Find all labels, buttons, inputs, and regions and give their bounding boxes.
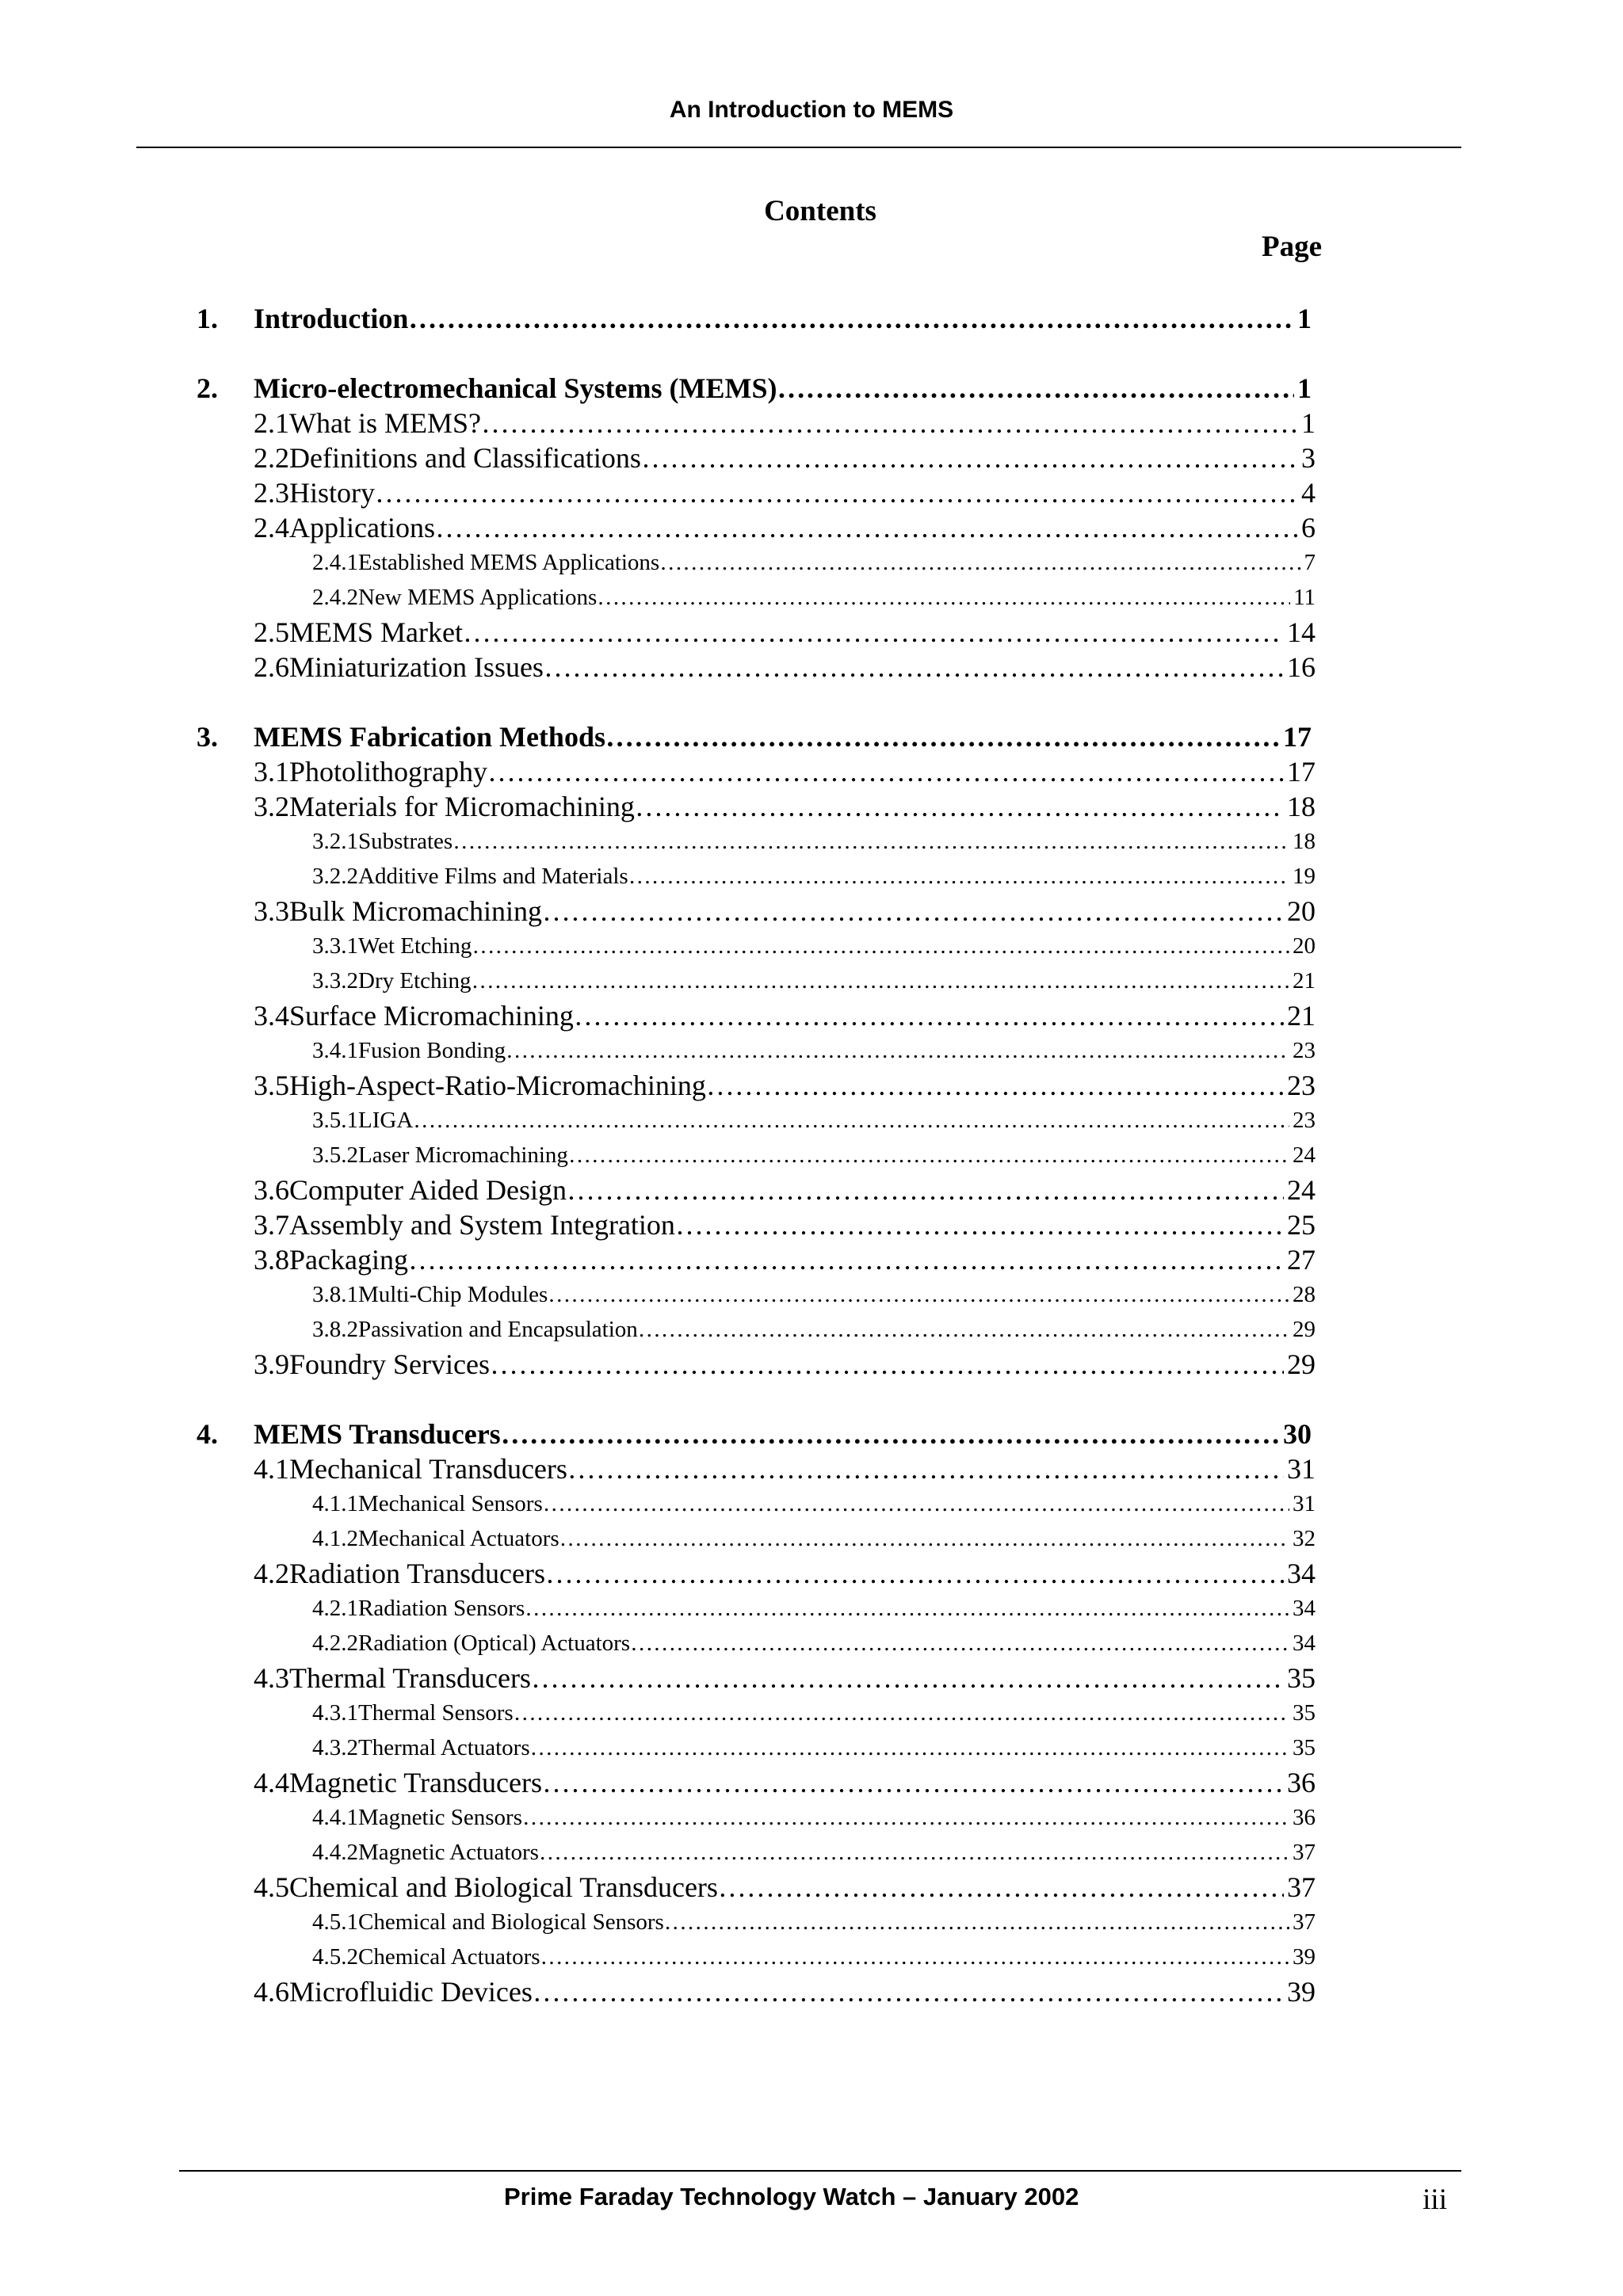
toc-entry-section[interactable] bbox=[254, 615, 1316, 650]
toc-entry-subsection[interactable] bbox=[312, 1138, 1316, 1173]
toc-entry-subsection[interactable] bbox=[312, 1626, 1316, 1661]
toc-entry-subsection[interactable] bbox=[312, 1312, 1316, 1347]
toc-entry-title: Thermal Transducers bbox=[289, 1662, 531, 1694]
dot-leader bbox=[375, 475, 1298, 510]
dot-leader bbox=[675, 1207, 1284, 1242]
toc-entry-subsection[interactable] bbox=[312, 1521, 1316, 1556]
toc-entry-title: Substrates bbox=[358, 829, 453, 854]
toc-entry-subsection[interactable] bbox=[312, 1486, 1316, 1521]
toc-entry-number: 1. bbox=[197, 303, 218, 334]
toc-entry-title: Mechanical Actuators bbox=[358, 1526, 559, 1551]
toc-entry-title: Thermal Sensors bbox=[358, 1700, 514, 1726]
contents-title: Contents bbox=[764, 195, 876, 227]
toc-entry-title: Radiation Transducers bbox=[289, 1558, 545, 1589]
toc-entry-title: Assembly and System Integration bbox=[289, 1209, 675, 1241]
toc-entry-number: 2.4 bbox=[254, 512, 289, 543]
toc-entry-page: 34 bbox=[1287, 1558, 1316, 1589]
toc-entry-title: LIGA bbox=[358, 1108, 414, 1133]
toc-entry-number: 4.3.2 bbox=[312, 1735, 358, 1760]
dot-leader bbox=[408, 301, 1294, 336]
toc-entry-page: 37 bbox=[1293, 1840, 1316, 1865]
toc-entry-page: 32 bbox=[1293, 1526, 1316, 1551]
toc-entry-number: 4.3 bbox=[254, 1662, 289, 1694]
toc-entry-page: 35 bbox=[1293, 1735, 1316, 1760]
toc-entry-title: Multi-Chip Modules bbox=[358, 1282, 548, 1307]
toc-entry-number: 2.3 bbox=[254, 477, 289, 509]
toc-entry-number: 4.1.2 bbox=[312, 1526, 358, 1551]
toc-entry-chapter[interactable] bbox=[197, 371, 1312, 406]
dot-leader bbox=[539, 1835, 1289, 1870]
toc-entry-section[interactable] bbox=[254, 1347, 1316, 1382]
dot-leader bbox=[525, 1591, 1289, 1626]
toc-entry-page: 27 bbox=[1287, 1244, 1316, 1276]
toc-entry-number: 4.3.1 bbox=[312, 1700, 358, 1726]
toc-entry-title: MEMS Transducers bbox=[254, 1418, 501, 1450]
toc-entry-page: 19 bbox=[1293, 864, 1316, 889]
toc-entry-number: 4.1.1 bbox=[312, 1491, 358, 1516]
dot-leader bbox=[522, 1800, 1289, 1835]
toc-entry-page: 35 bbox=[1293, 1700, 1316, 1726]
toc-entry-number: 4.5.2 bbox=[312, 1944, 358, 1970]
dot-leader bbox=[568, 1138, 1289, 1173]
toc-entry-chapter[interactable] bbox=[197, 1417, 1312, 1451]
toc-entry-page: 37 bbox=[1287, 1871, 1316, 1903]
dot-leader bbox=[413, 1103, 1289, 1138]
toc-entry-number: 3.8.1 bbox=[312, 1282, 358, 1307]
toc-entry-number: 4.5 bbox=[254, 1871, 289, 1903]
toc-entry-number: 4.2.2 bbox=[312, 1630, 358, 1656]
toc-entry-subsection[interactable] bbox=[312, 580, 1316, 615]
dot-leader bbox=[641, 441, 1298, 475]
dot-leader bbox=[531, 1661, 1284, 1695]
toc-entry-number: 3.8.2 bbox=[312, 1317, 358, 1342]
page-column-label: Page bbox=[1261, 231, 1322, 263]
dot-leader bbox=[543, 1486, 1289, 1521]
toc-entry-section[interactable] bbox=[254, 1173, 1316, 1207]
dot-leader bbox=[490, 1347, 1284, 1382]
toc-entry-section[interactable] bbox=[254, 1451, 1316, 1486]
toc-entry-number: 3.4 bbox=[254, 1000, 289, 1032]
toc-entry-page: 37 bbox=[1293, 1909, 1316, 1935]
toc-entry-section[interactable] bbox=[254, 510, 1316, 545]
toc-entry-number: 3.5 bbox=[254, 1070, 289, 1101]
toc-entry-section[interactable] bbox=[254, 1974, 1316, 2009]
toc-entry-subsection[interactable] bbox=[312, 1103, 1316, 1138]
toc-entry-number: 3.7 bbox=[254, 1209, 289, 1241]
toc-entry-page: 23 bbox=[1287, 1070, 1316, 1101]
toc-entry-title: Applications bbox=[289, 512, 435, 543]
toc-entry-page: 11 bbox=[1293, 585, 1316, 610]
toc-entry-number: 3.2.1 bbox=[312, 829, 358, 854]
toc-entry-title: Radiation Sensors bbox=[358, 1596, 525, 1621]
toc-entry-page: 34 bbox=[1293, 1596, 1316, 1621]
toc-entry-number: 2.2 bbox=[254, 442, 289, 474]
toc-entry-number: 3. bbox=[197, 721, 218, 753]
toc-entry-number: 3.4.1 bbox=[312, 1038, 358, 1063]
toc-entry-subsection[interactable] bbox=[312, 1591, 1316, 1626]
toc-entry-page: 16 bbox=[1287, 651, 1316, 683]
dot-leader bbox=[506, 1033, 1289, 1068]
toc-entry-page: 20 bbox=[1293, 933, 1316, 959]
toc-entry-title: Magnetic Actuators bbox=[358, 1840, 539, 1865]
toc-entry-number: 3.3.1 bbox=[312, 933, 358, 959]
toc-entry-title: Packaging bbox=[289, 1244, 408, 1276]
toc-entry-number: 3.2 bbox=[254, 791, 289, 822]
toc-entry-page: 34 bbox=[1293, 1630, 1316, 1656]
toc-entry-section[interactable] bbox=[254, 1870, 1316, 1905]
toc-entry-number: 4.2 bbox=[254, 1558, 289, 1589]
toc-entry-number: 3.3.2 bbox=[312, 968, 358, 994]
toc-entry-subsection[interactable] bbox=[312, 1277, 1316, 1312]
toc-entry-number: 2.5 bbox=[254, 616, 289, 648]
toc-entry-section[interactable] bbox=[254, 1068, 1316, 1103]
toc-entry-subsection[interactable] bbox=[312, 1695, 1316, 1730]
toc-entry-number: 4.6 bbox=[254, 1976, 289, 2008]
dot-leader bbox=[664, 1905, 1289, 1939]
toc-entry-number: 2.6 bbox=[254, 651, 289, 683]
dot-leader bbox=[706, 1068, 1284, 1103]
toc-entry-subsection[interactable] bbox=[312, 1033, 1316, 1068]
toc-entry-number: 3.8 bbox=[254, 1244, 289, 1276]
toc-entry-number: 4.4 bbox=[254, 1767, 289, 1798]
toc-entry-section[interactable] bbox=[254, 1765, 1316, 1800]
toc-entry-title: Fusion Bonding bbox=[358, 1038, 506, 1063]
toc-entry-title: New MEMS Applications bbox=[358, 585, 598, 610]
dot-leader bbox=[567, 1451, 1284, 1486]
toc-entry-section[interactable] bbox=[254, 475, 1316, 510]
toc-entry-page: 36 bbox=[1287, 1767, 1316, 1798]
toc-entry-section[interactable] bbox=[254, 789, 1316, 824]
toc-entry-page: 4 bbox=[1301, 477, 1316, 509]
toc-entry-page: 31 bbox=[1293, 1491, 1316, 1516]
toc-entry-title: Additive Films and Materials bbox=[358, 864, 628, 889]
toc-entry-section[interactable] bbox=[254, 1661, 1316, 1695]
toc-entry-subsection[interactable] bbox=[312, 1939, 1316, 1974]
toc-entry-number: 3.5.2 bbox=[312, 1142, 358, 1168]
toc-entry-section[interactable] bbox=[254, 754, 1316, 789]
dot-leader bbox=[544, 650, 1284, 685]
toc-entry-title: MEMS Fabrication Methods bbox=[254, 721, 605, 753]
dot-leader bbox=[548, 1277, 1289, 1312]
toc-entry-title: Bulk Micromachining bbox=[289, 895, 542, 927]
dot-leader bbox=[542, 1765, 1284, 1800]
toc-entry-page: 36 bbox=[1293, 1805, 1316, 1830]
toc-entry-section[interactable] bbox=[254, 406, 1316, 441]
toc-entry-number: 3.9 bbox=[254, 1348, 289, 1380]
dot-leader bbox=[628, 859, 1289, 894]
toc-entry-title: What is MEMS? bbox=[289, 407, 481, 439]
dot-leader bbox=[463, 615, 1284, 650]
toc-entry-number: 4.2.1 bbox=[312, 1596, 358, 1621]
toc-entry-subsection[interactable] bbox=[312, 1905, 1316, 1939]
toc-entry-page: 39 bbox=[1287, 1976, 1316, 2008]
dot-leader bbox=[408, 1242, 1284, 1277]
toc-entry-title: Passivation and Encapsulation bbox=[358, 1317, 638, 1342]
toc-entry-subsection[interactable] bbox=[312, 1835, 1316, 1870]
toc-entry-number: 2.4.1 bbox=[312, 550, 358, 575]
dot-leader bbox=[481, 406, 1298, 441]
toc-entry-title: High-Aspect-Ratio-Micromachining bbox=[289, 1070, 706, 1101]
toc-entry-number: 2.1 bbox=[254, 407, 289, 439]
dot-leader bbox=[453, 824, 1289, 859]
toc-entry-title: Laser Micromachining bbox=[358, 1142, 568, 1168]
toc-entry-page: 21 bbox=[1293, 968, 1316, 994]
toc-entry-page: 3 bbox=[1301, 442, 1316, 474]
toc-entry-section[interactable] bbox=[254, 441, 1316, 475]
toc-entry-page: 39 bbox=[1293, 1944, 1316, 1970]
toc-entry-section[interactable] bbox=[254, 1207, 1316, 1242]
toc-entry-title: Established MEMS Applications bbox=[358, 550, 660, 575]
toc-entry-page: 29 bbox=[1293, 1317, 1316, 1342]
toc-entry-title: Radiation (Optical) Actuators bbox=[358, 1630, 631, 1656]
page-number: iii bbox=[1423, 2183, 1447, 2216]
toc-entry-number: 4.4.1 bbox=[312, 1805, 358, 1830]
dot-leader bbox=[533, 1974, 1284, 2009]
toc-entry-title: History bbox=[289, 477, 375, 509]
toc-entry-page: 28 bbox=[1293, 1282, 1316, 1307]
dot-leader bbox=[574, 998, 1284, 1033]
toc-entry-title: Materials for Micromachining bbox=[289, 791, 635, 822]
toc-entry-subsection[interactable] bbox=[312, 929, 1316, 963]
toc-entry-title: Chemical and Biological Transducers bbox=[289, 1871, 718, 1903]
dot-leader bbox=[638, 1312, 1289, 1347]
toc-entry-title: Dry Etching bbox=[358, 968, 472, 994]
toc-entry-page: 18 bbox=[1293, 829, 1316, 854]
toc-entry-number: 2.4.2 bbox=[312, 585, 358, 610]
toc-entry-title: Mechanical Sensors bbox=[358, 1491, 543, 1516]
toc-entry-title: MEMS Market bbox=[289, 616, 463, 648]
toc-entry-title: Microfluidic Devices bbox=[289, 1976, 533, 2008]
toc-entry-title: Foundry Services bbox=[289, 1348, 490, 1380]
toc-entry-page: 31 bbox=[1287, 1453, 1316, 1485]
dot-leader bbox=[597, 580, 1290, 615]
dot-leader bbox=[605, 719, 1280, 754]
dot-leader bbox=[540, 1939, 1289, 1974]
toc-entry-page: 18 bbox=[1287, 791, 1316, 822]
toc-entry-page: 21 bbox=[1287, 1000, 1316, 1032]
footer-rule bbox=[179, 2170, 1461, 2172]
dot-leader bbox=[435, 510, 1298, 545]
toc-entry-page: 30 bbox=[1283, 1418, 1312, 1450]
dot-leader bbox=[472, 963, 1289, 998]
dot-leader bbox=[559, 1521, 1289, 1556]
toc-entry-number: 3.2.2 bbox=[312, 864, 358, 889]
toc-entry-title: Thermal Actuators bbox=[358, 1735, 530, 1760]
toc-entry-title: Miniaturization Issues bbox=[289, 651, 544, 683]
toc-entry-number: 3.1 bbox=[254, 756, 289, 788]
toc-entry-chapter[interactable] bbox=[197, 301, 1312, 336]
toc-entry-title: Definitions and Classifications bbox=[289, 442, 641, 474]
toc-entry-title: Magnetic Transducers bbox=[289, 1767, 542, 1798]
toc-entry-title: Surface Micromachining bbox=[289, 1000, 574, 1032]
toc-entry-page: 20 bbox=[1287, 895, 1316, 927]
toc-entry-page: 23 bbox=[1293, 1108, 1316, 1133]
toc-entry-subsection[interactable] bbox=[312, 1800, 1316, 1835]
toc-entry-title: Chemical and Biological Sensors bbox=[358, 1909, 664, 1935]
toc-entry-section[interactable] bbox=[254, 894, 1316, 929]
dot-leader bbox=[472, 929, 1289, 963]
dot-leader bbox=[501, 1417, 1280, 1451]
toc-entry-page: 1 bbox=[1297, 372, 1312, 404]
toc-entry-page: 1 bbox=[1301, 407, 1316, 439]
toc-entry-page: 24 bbox=[1287, 1174, 1316, 1206]
toc-entry-page: 35 bbox=[1287, 1662, 1316, 1694]
dot-leader bbox=[545, 1556, 1284, 1591]
toc-entry-page: 7 bbox=[1304, 550, 1316, 575]
toc-entry-page: 17 bbox=[1287, 756, 1316, 788]
toc-entry-title: Magnetic Sensors bbox=[358, 1805, 522, 1830]
running-header: An Introduction to MEMS bbox=[669, 97, 954, 123]
toc-entry-number: 3.6 bbox=[254, 1174, 289, 1206]
toc-entry-subsection[interactable] bbox=[312, 824, 1316, 859]
toc-entry-subsection[interactable] bbox=[312, 1730, 1316, 1765]
dot-leader bbox=[635, 789, 1284, 824]
dot-leader bbox=[542, 894, 1284, 929]
toc-entry-section[interactable] bbox=[254, 1556, 1316, 1591]
toc-entry-number: 3.3 bbox=[254, 895, 289, 927]
toc-entry-title: Introduction bbox=[254, 303, 409, 334]
dot-leader bbox=[659, 545, 1300, 580]
toc-entry-title: Wet Etching bbox=[358, 933, 472, 959]
dot-leader bbox=[530, 1730, 1289, 1765]
toc-entry-page: 23 bbox=[1293, 1038, 1316, 1063]
toc-entry-page: 29 bbox=[1287, 1348, 1316, 1380]
toc-entry-title: Photolithography bbox=[289, 756, 487, 788]
dot-leader bbox=[514, 1695, 1289, 1730]
toc-entry-title: Micro-electromechanical Systems (MEMS) bbox=[254, 372, 777, 404]
toc-entry-number: 4.5.1 bbox=[312, 1909, 358, 1935]
toc-entry-number: 3.5.1 bbox=[312, 1108, 358, 1133]
toc-entry-page: 24 bbox=[1293, 1142, 1316, 1168]
running-footer: Prime Faraday Technology Watch – January 2002 bbox=[504, 2183, 1079, 2210]
dot-leader bbox=[567, 1173, 1284, 1207]
toc-entry-page: 1 bbox=[1297, 303, 1312, 334]
toc-entry-subsection[interactable] bbox=[312, 545, 1316, 580]
dot-leader bbox=[630, 1626, 1289, 1661]
toc-entry-chapter[interactable] bbox=[197, 719, 1312, 754]
toc-entry-number: 4.1 bbox=[254, 1453, 289, 1485]
toc-entry-number: 2. bbox=[197, 372, 218, 404]
toc-entry-page: 25 bbox=[1287, 1209, 1316, 1241]
toc-entry-subsection[interactable] bbox=[312, 963, 1316, 998]
dot-leader bbox=[777, 371, 1294, 406]
toc-entry-section[interactable] bbox=[254, 650, 1316, 685]
toc-entry-number: 4.4.2 bbox=[312, 1840, 358, 1865]
dot-leader bbox=[487, 754, 1284, 789]
toc-entry-title: Mechanical Transducers bbox=[289, 1453, 567, 1485]
toc-entry-section[interactable] bbox=[254, 1242, 1316, 1277]
dot-leader bbox=[718, 1870, 1284, 1905]
toc-entry-page: 14 bbox=[1287, 616, 1316, 648]
toc-entry-title: Chemical Actuators bbox=[358, 1944, 540, 1970]
toc-entry-title: Computer Aided Design bbox=[289, 1174, 567, 1206]
toc-entry-subsection[interactable] bbox=[312, 859, 1316, 894]
toc-entry-number: 4. bbox=[197, 1418, 218, 1450]
toc-entry-page: 17 bbox=[1283, 721, 1312, 753]
toc-entry-section[interactable] bbox=[254, 998, 1316, 1033]
toc-entry-page: 6 bbox=[1301, 512, 1316, 543]
